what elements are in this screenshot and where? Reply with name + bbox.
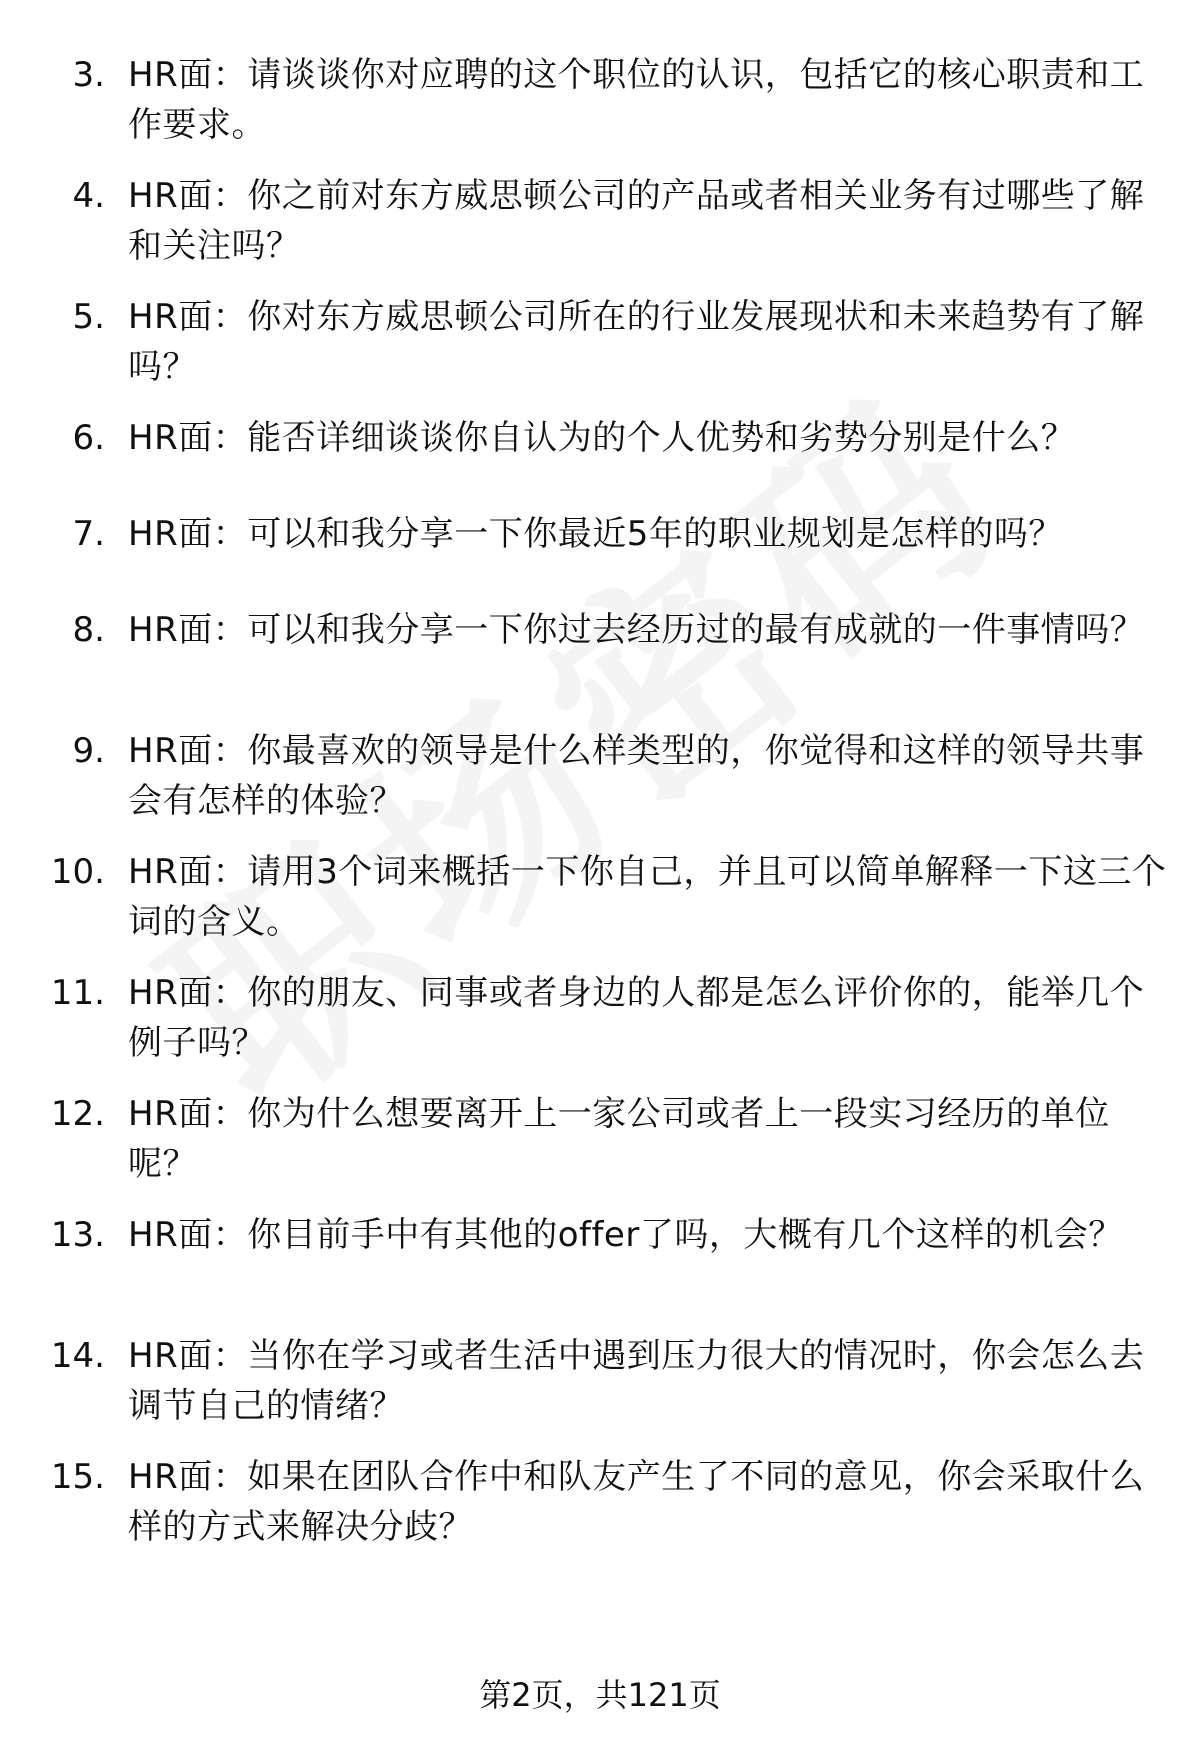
list-item: [0, 292, 1200, 413]
list-item: [0, 1331, 1200, 1452]
item-text: HR面：你最喜欢的领导是什么样类型的，你觉得和这样的领导共事会有怎样的体验？: [128, 731, 1145, 821]
list-item: [0, 171, 1200, 292]
list-item: [0, 509, 1200, 605]
list-item: [0, 847, 1200, 968]
item-number: 8.: [72, 610, 105, 650]
item-text: HR面：你之前对东方威思顿公司的产品或者相关业务有过哪些了解和关注吗？: [128, 176, 1145, 266]
item-number: 10.: [50, 852, 105, 892]
item-text: HR面：你目前手中有其他的offer了吗，大概有几个这样的机会？: [128, 1215, 1123, 1255]
item-number: 11.: [50, 973, 105, 1013]
list-item: [0, 726, 1200, 847]
item-number: 5.: [72, 297, 105, 337]
item-number: 4.: [72, 176, 105, 216]
item-text: HR面：你为什么想要离开上一家公司或者上一段实习经历的单位呢？: [128, 1094, 1110, 1184]
item-text: HR面：可以和我分享一下你最近5年的职业规划是怎样的吗？: [128, 514, 1063, 554]
item-number: 12.: [50, 1094, 105, 1134]
item-text: HR面：请谈谈你对应聘的这个职位的认识，包括它的核心职责和工作要求。: [128, 55, 1145, 145]
list-item: [0, 605, 1200, 726]
list-item: [0, 968, 1200, 1089]
list-item: [0, 1210, 1200, 1331]
item-text: HR面：如果在团队合作中和队友产生了不同的意见，你会采取什么样的方式来解决分歧？: [128, 1457, 1145, 1547]
item-text: HR面：你对东方威思顿公司所在的行业发展现状和未来趋势有了解吗？: [128, 297, 1145, 387]
list-item: [0, 1089, 1200, 1210]
question-list: [0, 50, 1200, 1573]
item-number: 13.: [50, 1215, 105, 1255]
item-number: 15.: [50, 1457, 105, 1497]
item-text: HR面：请用3个词来概括一下你自己，并且可以简单解释一下这三个词的含义。: [128, 852, 1167, 942]
item-text: HR面：你的朋友、同事或者身边的人都是怎么评价你的，能举几个例子吗？: [128, 973, 1145, 1063]
list-item: [0, 1452, 1200, 1573]
page-footer: 第2页，共121页: [479, 1676, 721, 1714]
item-number: 14.: [50, 1336, 105, 1376]
item-number: 6.: [72, 418, 105, 458]
item-number: 9.: [72, 731, 105, 771]
item-text: HR面：能否详细谈谈你自认为的个人优势和劣势分别是什么？: [128, 418, 1076, 458]
item-text: HR面：当你在学习或者生活中遇到压力很大的情况时，你会怎么去调节自己的情绪？: [128, 1336, 1145, 1426]
list-item: [0, 413, 1200, 509]
item-number: 7.: [72, 514, 105, 554]
item-text: HR面：可以和我分享一下你过去经历过的最有成就的一件事情吗？: [128, 610, 1145, 650]
item-number: 3.: [72, 55, 105, 95]
list-item: [0, 50, 1200, 171]
